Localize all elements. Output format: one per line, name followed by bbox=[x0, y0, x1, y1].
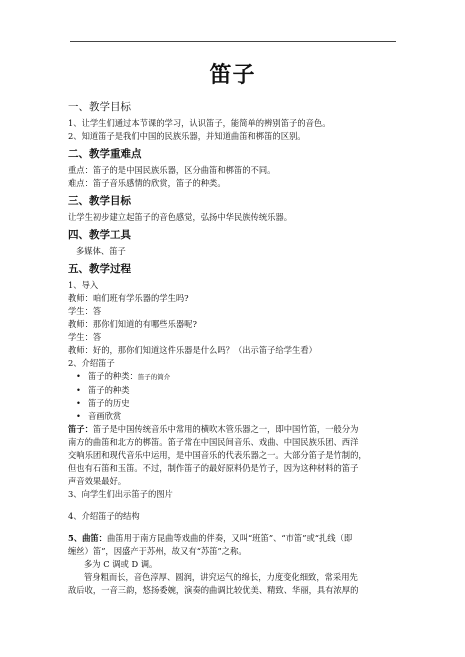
section-heading-2: 二、教学重难点 bbox=[68, 148, 142, 160]
section-heading-1: 一、教学目标 bbox=[68, 101, 131, 113]
dizi-line-1: 笛子是中国传统音乐中常用的横吹木管乐器之一，即中国竹笛，一般分为 bbox=[92, 424, 359, 434]
qudi-line-1: 曲笛用于南方昆曲等戏曲的伴奏，又叫“班笛”、“市笛”或“扎线（即 bbox=[106, 533, 353, 543]
s5-line-4: 教师：那你们知道的有哪些乐器呢? bbox=[68, 319, 197, 329]
step-4: 4、介绍笛子的结构 bbox=[68, 511, 140, 521]
bullet-item-3: • 笛子的历史 bbox=[68, 397, 397, 410]
spacer bbox=[68, 523, 397, 532]
dizi-line-4: 但也有石笛和玉笛。不过，制作笛子的最好原料仍是竹子，因为这种材料的笛子 bbox=[68, 463, 359, 473]
bullet-1-main: 笛子的种类： bbox=[88, 371, 138, 381]
s5-line-7: 2、介绍笛子 bbox=[68, 358, 115, 368]
dizi-label: 笛子： bbox=[68, 424, 93, 434]
qudi-paragraph bbox=[68, 532, 397, 597]
document-body bbox=[68, 96, 397, 597]
s1-item-1: 1、让学生们通过本节课的学习，认识笛子，能简单的辨别笛子的音色。 bbox=[68, 118, 331, 128]
qudi-line-2: 缠丝）笛”，因盛产于苏州，故又有“苏笛”之称。 bbox=[68, 546, 247, 556]
s1-item-2: 2、知道笛子是我们中国的民族乐器，并知道曲笛和梆笛的区别。 bbox=[68, 131, 306, 141]
dizi-line-2: 南方的曲笛和北方的梆笛。笛子常在中国民间音乐、戏曲、中国民族乐团、西洋 bbox=[68, 437, 359, 447]
spacer bbox=[68, 501, 397, 510]
qudi-key: 多为 C 调或 D 调。 bbox=[84, 559, 158, 569]
section-heading-5: 五、教学过程 bbox=[68, 263, 131, 275]
s5-line-5: 学生：答 bbox=[68, 332, 102, 342]
section-heading-4: 四、教学工具 bbox=[68, 229, 131, 241]
s5-line-6: 教师：好的，那你们知道这件乐器是什么吗？（出示笛子给学生看） bbox=[68, 345, 317, 355]
page-title: 笛子 bbox=[209, 63, 256, 88]
qudi-label: 5、曲笛： bbox=[68, 533, 107, 543]
step-3: 3、向学生们出示笛子的图片 bbox=[68, 489, 173, 499]
s4-line-1: 多媒体、笛子 bbox=[76, 246, 126, 256]
qudi-line-3: 管身粗而长，音色淳厚、圆润，讲究运气的绵长，力度变化细致，常采用先 bbox=[84, 572, 358, 582]
dizi-line-5: 声音效果最好。 bbox=[68, 476, 127, 486]
top-rule bbox=[70, 41, 396, 42]
bullet-item-2: • 笛子的种类 bbox=[68, 384, 397, 397]
dizi-line-3: 交响乐团和现代音乐中运用，是中国音乐的代表乐器之一。大部分笛子是竹制的， bbox=[68, 450, 367, 460]
s3-line-1: 让学生初步建立起笛子的音色感觉，弘扬中华民族传统乐器。 bbox=[68, 212, 293, 222]
qudi-line-4: 敌后收，一音三韵，悠扬委婉，演奏的曲调比较优美、精致、华丽，具有浓厚的 bbox=[68, 585, 359, 595]
s2-line-2: 难点：笛子音乐感情的欣赏，笛子的种类。 bbox=[68, 178, 226, 188]
bullet-item-4: • 音画欣赏 bbox=[68, 410, 397, 423]
s5-line-2: 教师：咱们班有学乐器的学生吗? bbox=[68, 293, 189, 303]
section-heading-3: 三、教学目标 bbox=[68, 195, 131, 207]
s5-line-1: 1、导入 bbox=[68, 280, 99, 290]
dizi-paragraph bbox=[68, 423, 397, 488]
s5-line-3: 学生：答 bbox=[68, 306, 102, 316]
s2-line-1: 重点：笛子的是中国民族乐器，区分曲笛和梆笛的不同。 bbox=[68, 165, 276, 175]
bullet-1-small: 笛子的简介 bbox=[137, 373, 171, 381]
bullet-item-1 bbox=[68, 370, 397, 384]
